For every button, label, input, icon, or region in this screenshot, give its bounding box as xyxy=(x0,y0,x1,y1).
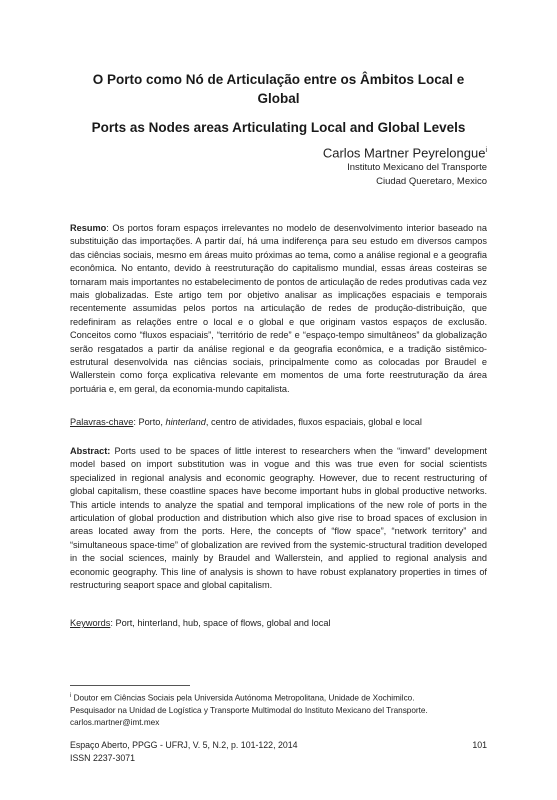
title-portuguese: O Porto como Nó de Articulação entre os Âmbitos Local e Global xyxy=(92,72,465,106)
footer-journal: Espaço Aberto, PPGG - UFRJ, V. 5, N.2, p. 101-122, 2014 xyxy=(70,740,298,750)
palavras-chave-after: , centro de atividades, fluxos espaciais, global e local xyxy=(205,417,422,427)
resumo-paragraph: Resumo: Os portos foram espaços irrelevantes no modelo de desenvolvimento interior baseado na substituição das importações. A partir daí, há uma indiferença para seu estudo em diversos campos das ciências sociais, mesmo em áreas muito próximas ao tema, como a análise regional e a geografia econômica. No entanto, devido à reestruturação do capitalismo mundial, essas áreas costeiras se tornaram mais importantes no estabelecimento de pontos de articulação de redes produtivas cada vez mais globalizadas. Este artigo tem por objetivo analisar as implicações espaciais e temporais recentemente assumidas pelos portos na articulação de redes de produção-distribuição, que redefiniram as relações entre o local e o global e que originam vastos espaços de exclusão. Conceitos como “fluxos espaciais”, “território de rede” e “espaço-tempo simultâneos” da globalização serão resgatados a partir da análise regional e da geografia econômica, e a tradição sistêmico-estrutural desenvolvida nas ciências sociais, principalmente como as colocadas por Braudel e Wallerstein como força explicativa relevante em momentos de uma forte reestruturação da área portuária e, em geral, da economia-mundo capitalista. xyxy=(70,223,487,394)
palavras-chave: Palavras-chave: Porto, hinterland, centro de atividades, fluxos espaciais, global e local xyxy=(70,417,422,427)
footnote-mark: i xyxy=(70,693,72,699)
footnote-line-2: Pesquisador na Unidad de Logística y Transporte Multimodal do Instituto Mexicano del Transporte. xyxy=(70,705,428,715)
abstract-text: Ports used to be spaces of little interest to researchers when the “inward” development model based on import substitution was in vogue and this was true even for social scientists specialized in regional analysis and economic geography. However, due to recent restructuring of global capitalism, these coastline spaces have become important hubs in global productive networks. This article intends to analyze the spatial and temporal implications of the new role of ports in the articulation of global production and distribution which also give rise to broad spaces of exclusion in areas located away from the ports. Here, the concepts of “flow space”, “network territory” and “simultaneous space-time” of globalization are revived from the systemic-structural tradition developed in the social sciences, mainly by Braudel and Wallerstein, and applied to regional analysis and economic geography. This line of analysis is shown to have robust explanatory properties in times of restructuring seaport space and global capitalism. xyxy=(70,446,487,591)
palavras-chave-label: Palavras-chave xyxy=(70,417,134,427)
author-line xyxy=(323,142,487,161)
abstract-label: Abstract: xyxy=(70,446,111,456)
author-location: Ciudad Queretaro, Mexico xyxy=(376,176,487,188)
resumo-label: Resumo xyxy=(70,223,107,233)
palavras-chave-before: Porto, xyxy=(138,417,166,427)
page-number: 101 xyxy=(472,740,487,750)
author-institution: Instituto Mexicano del Transporte xyxy=(347,162,487,174)
palavras-chave-italic: hinterland xyxy=(165,417,206,427)
keywords-label: Keywords xyxy=(70,618,111,628)
footnote-email: carlos.martner@imt.mex xyxy=(70,717,160,727)
footnote xyxy=(70,690,487,729)
footnote-divider xyxy=(70,685,190,686)
footer-issn: ISSN 2237-3071 xyxy=(70,752,136,763)
footer-citation xyxy=(70,739,298,764)
author-footnote-mark: i xyxy=(485,147,487,154)
footnote-line-1 xyxy=(70,690,487,705)
title-english: Ports as Nodes areas Articulating Local and Global Levels xyxy=(91,120,466,135)
author-name: Carlos Martner Peyrelongue xyxy=(322,145,486,161)
abstract-paragraph xyxy=(70,445,487,592)
resumo-text: Os portos foram espaços irrelevantes no modelo de desenvolvimento interior baseado na substituição das importações. A partir daí, há uma indiferença para seu estudo em diversos campos das ciências sociais, mesmo em áreas muito próximas ao tema, como a análise regional e a geografia econômica. No entanto, devido à reestruturação do capitalismo mundial, essas áreas costeiras se tornaram mais importantes no estabelecimento de pontos de articulação de redes produtivas cada vez mais globalizadas. Este artigo tem por objetivo analisar as implicações espaciais e temporais recentemente assumidas pelos portos na articulação de redes de produção-distribuição, que redefiniram as relações entre o local e o global e que originam vastos espaços de exclusão. Conceitos como “fluxos espaciais”, “território de rede” e “espaço-tempo simultâneos” da globalização serão resgatados a partir da análise regional e da geografia econômica, e a tradição sistêmico-estrutural desenvolvida nas ciências sociais, principalmente como as colocadas por Braudel e Wallerstein como força explicativa relevante em momentos de uma forte reestruturação da área portuária e, em geral, da economia-mundo capitalista. xyxy=(70,223,487,394)
footnote-line-1-text: Doutor em Ciências Sociais pela Universida Autónoma Metropolitana, Unidade de Xochimilco. xyxy=(73,693,415,703)
keywords-text: Port, hinterland, hub, space of flows, global and local xyxy=(115,618,331,628)
keywords: Keywords: Port, hinterland, hub, space of flows, global and local xyxy=(70,618,331,628)
author-block xyxy=(323,142,487,189)
